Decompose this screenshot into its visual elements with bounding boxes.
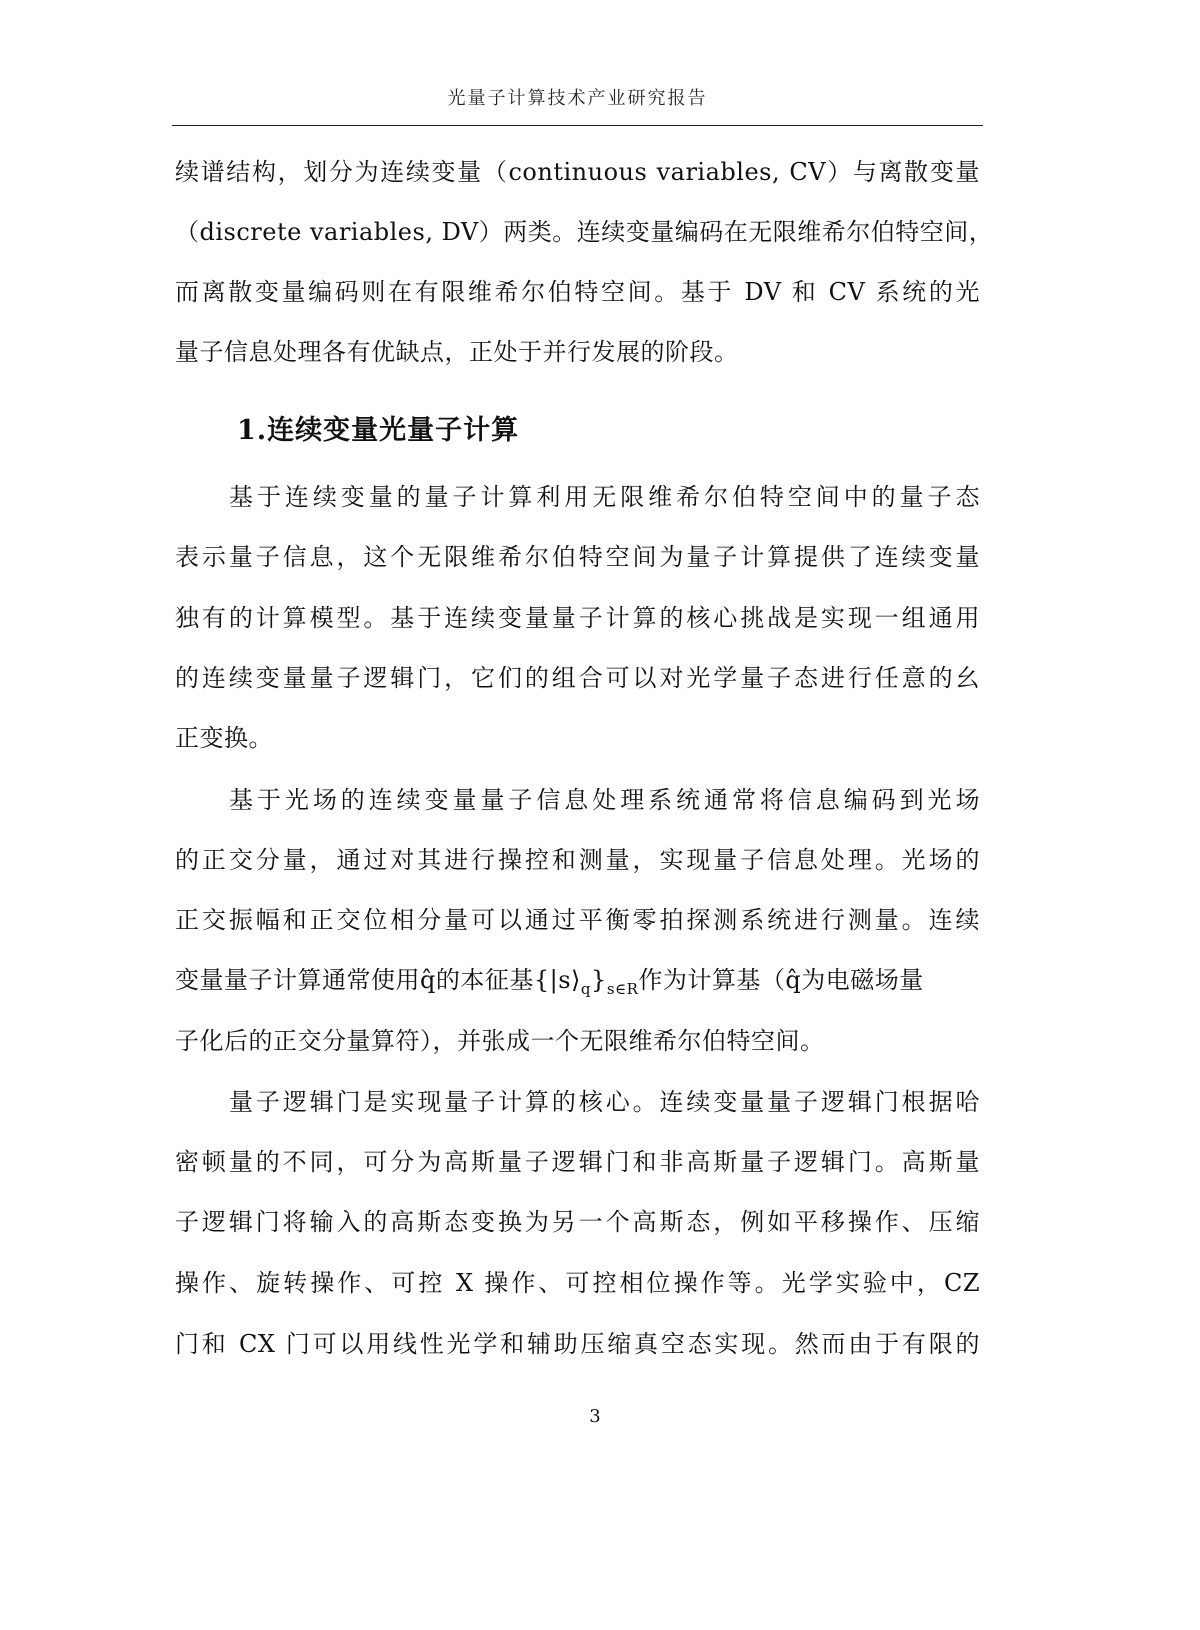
text-line: 基于光场的连续变量量子信息处理系统通常将信息编码到光场 xyxy=(229,786,980,814)
text-line: 密顿量的不同，可分为高斯量子逻辑门和非高斯量子逻辑门。高斯量 xyxy=(175,1148,980,1176)
formula-brace: } xyxy=(591,966,607,994)
text-line: 续谱结构，划分为连续变量（continuous variables, CV）与离散变量 xyxy=(175,158,980,186)
text-line: 的正交分量，通过对其进行操控和测量，实现量子信息处理。光场的 xyxy=(175,846,980,874)
text-line: 正交振幅和正交位相分量可以通过平衡零拍探测系统进行测量。连续 xyxy=(175,906,980,934)
formula-ket-sub: q xyxy=(580,979,592,998)
formula-ket: {|s⟩ xyxy=(533,966,581,994)
text-line: （discrete variables, DV）两类。连续变量编码在无限维希尔伯特空间， xyxy=(175,218,994,246)
text-line: 门和 CX 门可以用线性光学和辅助压缩真空态实现。然而由于有限的 xyxy=(175,1330,980,1358)
text-line: 正变换。 xyxy=(175,724,273,752)
header-divider xyxy=(172,125,983,126)
text-span: 作为计算基（q̂为电磁场量 xyxy=(638,966,924,994)
running-header: 光量子计算技术产业研究报告 xyxy=(447,88,708,109)
text-line: 子逻辑门将输入的高斯态变换为另一个高斯态，例如平移操作、压缩 xyxy=(175,1208,980,1236)
section-heading: 1.连续变量光量子计算 xyxy=(237,415,520,446)
formula-sub: s∈R xyxy=(606,979,639,998)
page-number: 3 xyxy=(589,1406,601,1427)
text-line: 而离散变量编码则在有限维希尔伯特空间。基于 DV 和 CV 系统的光 xyxy=(175,278,980,306)
formula-set xyxy=(533,966,639,998)
text-line: 子化后的正交分量算符），并张成一个无限维希尔伯特空间。 xyxy=(175,1027,825,1055)
text-line: 量子信息处理各有优缺点，正处于并行发展的阶段。 xyxy=(175,338,739,366)
text-line: 操作、旋转操作、可控 X 操作、可控相位操作等。光学实验中，CZ xyxy=(175,1269,980,1297)
text-span: 变量量子计算通常使用q̂的本征基 xyxy=(175,966,534,994)
text-line: 量子逻辑门是实现量子计算的核心。连续变量量子逻辑门根据哈 xyxy=(229,1088,980,1116)
formula-line xyxy=(175,965,980,1004)
text-line: 表示量子信息，这个无限维希尔伯特空间为量子计算提供了连续变量 xyxy=(175,543,980,571)
text-line: 的连续变量量子逻辑门，它们的组合可以对光学量子态进行任意的幺 xyxy=(175,664,980,692)
text-line: 基于连续变量的量子计算利用无限维希尔伯特空间中的量子态 xyxy=(229,483,980,511)
text-line: 独有的计算模型。基于连续变量量子计算的核心挑战是实现一组通用 xyxy=(175,604,980,632)
